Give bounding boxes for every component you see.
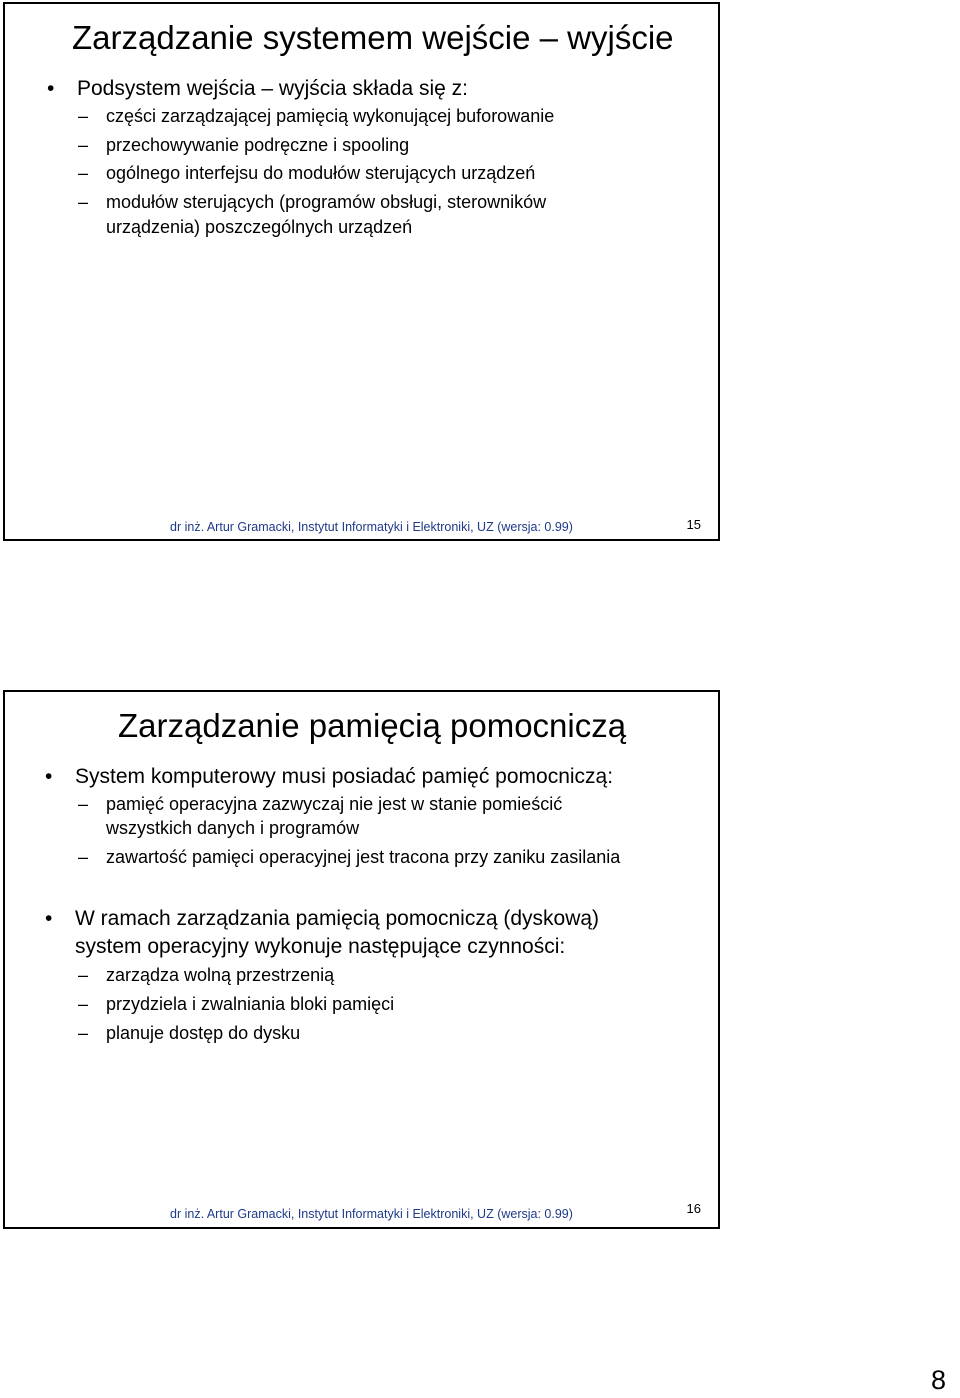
sub-item xyxy=(78,994,395,1016)
dash-marker: – xyxy=(78,794,89,814)
dash-marker: – xyxy=(78,106,89,126)
dash-marker: – xyxy=(78,163,89,183)
slide-number: 16 xyxy=(686,1201,701,1216)
sub-item-text: zawartość pamięci operacyjnej jest tracona przy zaniku zasilania xyxy=(106,847,621,867)
slide-title: Zarządzanie pamięcią pomocniczą xyxy=(118,707,627,744)
slide-15 xyxy=(3,2,720,541)
sub-item-text: ogólnego interfejsu do modułów sterujących urządzeń xyxy=(106,163,536,183)
sub-item-text: przechowywanie podręczne i spooling xyxy=(106,135,410,155)
dash-marker: – xyxy=(78,192,89,212)
footer-author: dr inż. xyxy=(170,520,205,534)
bullet-marker: • xyxy=(45,907,53,930)
bullet-marker: • xyxy=(47,77,55,100)
sub-item-text: pamięć operacyjna zazwyczaj nie jest w stanie pomieścić xyxy=(106,794,563,814)
footer-affiliation: Artur Gramacki, Instytut Informatyki i Elektroniki, UZ (wersja: 0.99) xyxy=(206,520,573,534)
sub-item-text: części zarządzającej pamięcią wykonującej buforowanie xyxy=(106,106,555,126)
sub-item-text: modułów sterujących (programów obsługi, sterowników xyxy=(106,192,547,212)
slide-footer xyxy=(170,521,573,534)
bullet-item xyxy=(47,76,468,101)
dash-marker: – xyxy=(78,847,89,867)
sub-item-text: przydziela i zwalniania bloki pamięci xyxy=(106,994,395,1014)
bullet-marker: • xyxy=(45,765,53,788)
sub-item xyxy=(78,106,555,128)
sub-item xyxy=(78,965,335,987)
bullet-text: system operacyjny wykonuje następujące czynności: xyxy=(75,935,566,958)
dash-marker: – xyxy=(78,965,89,985)
slide-number: 15 xyxy=(686,517,701,532)
sub-item xyxy=(78,1023,301,1045)
slide-16 xyxy=(3,690,720,1229)
bullet-text: System komputerowy musi posiadać pamięć pomocniczą: xyxy=(75,765,614,788)
sub-item-text: planuje dostęp do dysku xyxy=(106,1023,301,1043)
sub-item-continuation xyxy=(106,217,412,239)
bullet-text: W ramach zarządzania pamięcią pomocniczą (dyskową) xyxy=(75,907,600,930)
slide-title: Zarządzanie systemem wejście – wyjście xyxy=(72,19,674,56)
sub-item xyxy=(78,135,410,157)
sub-item xyxy=(78,192,547,214)
dash-marker: – xyxy=(78,135,89,155)
footer-author: dr inż. xyxy=(170,1207,205,1221)
dash-marker: – xyxy=(78,994,89,1014)
bullet-item xyxy=(45,764,614,789)
bullet-item xyxy=(45,906,600,931)
sub-item xyxy=(78,163,536,185)
dash-marker: – xyxy=(78,1023,89,1043)
page-number: 8 xyxy=(930,1365,946,1395)
slide-footer xyxy=(170,1208,573,1221)
sub-item-text: zarządza wolną przestrzenią xyxy=(106,965,335,985)
sub-item xyxy=(78,794,563,816)
sub-item xyxy=(78,847,621,869)
footer-affiliation: Artur Gramacki, Instytut Informatyki i Elektroniki, UZ (wersja: 0.99) xyxy=(206,1207,573,1221)
sub-item-text: wszystkich danych i programów xyxy=(106,818,360,838)
sub-item-text: urządzenia) poszczególnych urządzeń xyxy=(106,217,413,237)
sub-item-continuation xyxy=(106,818,359,840)
bullet-text: Podsystem wejścia – wyjścia składa się z: xyxy=(77,77,468,100)
bullet-continuation xyxy=(75,934,565,959)
